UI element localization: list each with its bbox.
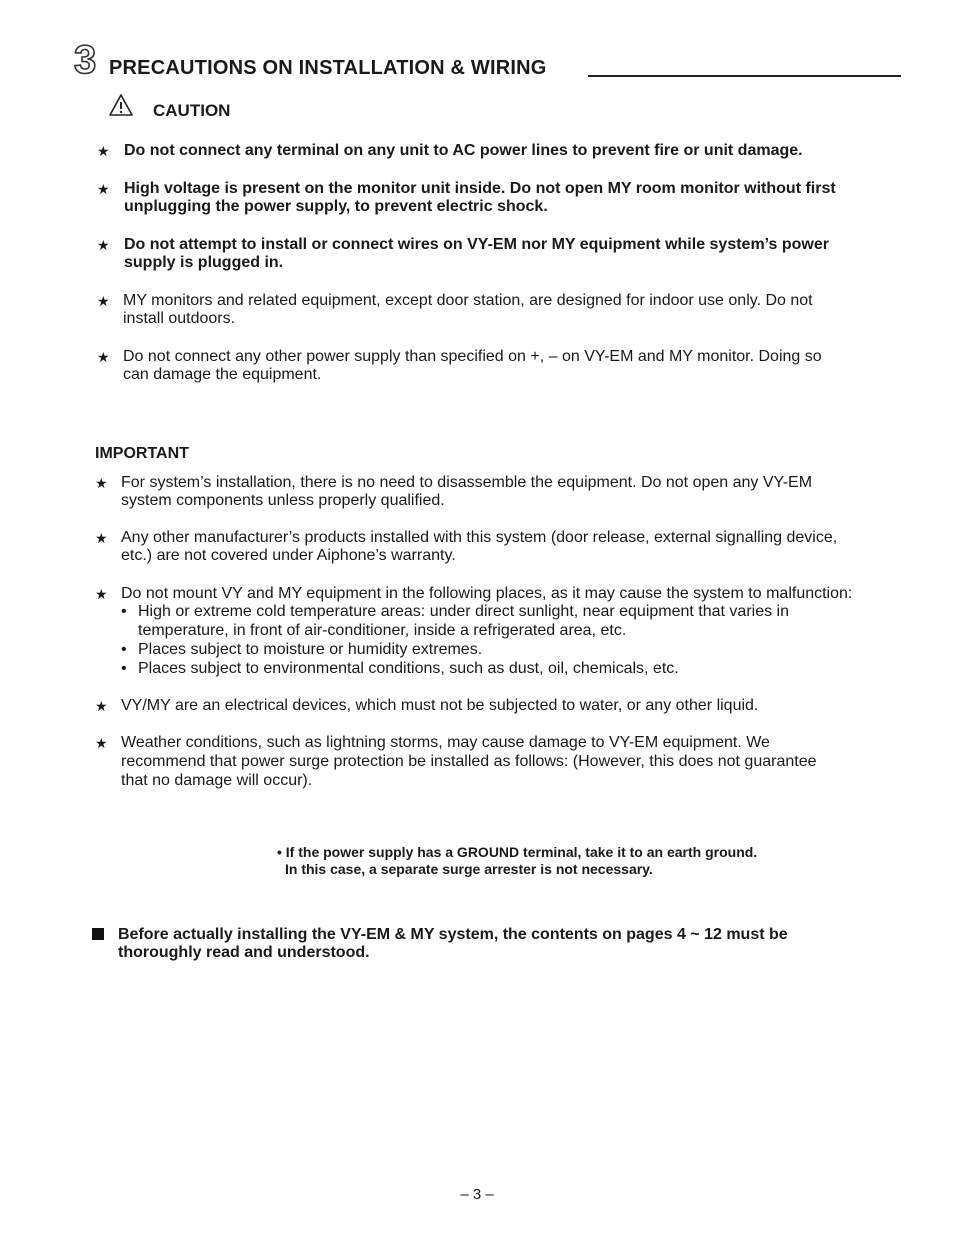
final-note: Before actually installing the VY-EM & MY system, the contents on pages 4 ~ 12 must be thoroughly read and understood. xyxy=(118,926,788,961)
warning-triangle-icon xyxy=(108,93,134,117)
important-item-line: Do not mount VY and MY equipment in the following places, as it may cause the system to malfunction: xyxy=(121,585,853,602)
star-bullet-icon: ★ xyxy=(97,237,110,253)
caution-label: CAUTION xyxy=(153,101,231,120)
sub-item-line: Places subject to moisture or humidity extremes. xyxy=(138,641,483,658)
star-bullet-icon: ★ xyxy=(97,143,110,159)
section-title: PRECAUTIONS ON INSTALLATION & WIRING xyxy=(109,57,547,79)
caution-item-line: High voltage is present on the monitor unit inside. Do not open MY room monitor without first xyxy=(124,180,836,197)
heading-rule xyxy=(588,75,901,77)
important-item-line: system components unless properly qualified. xyxy=(121,492,445,509)
caution-item-line: Do not connect any terminal on any unit to AC power lines to prevent fire or unit damage. xyxy=(124,142,803,159)
sub-bullet-icon: • xyxy=(121,660,127,677)
sub-bullet-icon: • xyxy=(121,603,127,620)
important-item-line: that no damage will occur). xyxy=(121,772,313,789)
caution-item-line: install outdoors. xyxy=(123,310,236,327)
important-item-line: VY/MY are an electrical devices, which must not be subjected to water, or any other liquid. xyxy=(121,697,759,714)
caution-item-line: supply is plugged in. xyxy=(124,254,284,271)
sub-item-line: Places subject to environmental conditions, such as dust, oil, chemicals, etc. xyxy=(138,660,679,677)
sub-bullet-icon: • xyxy=(121,641,127,658)
star-bullet-icon: ★ xyxy=(97,349,110,365)
caution-item-line: can damage the equipment. xyxy=(123,366,322,383)
star-bullet-icon: ★ xyxy=(95,735,108,751)
sub-item-line: High or extreme cold temperature areas: under direct sunlight, near equipment that varies in xyxy=(138,603,790,620)
caution-item-line: Do not connect any other power supply than specified on +, – on VY-EM and MY monitor. Doing so xyxy=(123,348,822,365)
ground-note-line: • If the power supply has a GROUND terminal, take it to an earth ground. xyxy=(277,844,758,860)
sub-item-line: temperature, in front of air-conditioner, inside a refrigerated area, etc. xyxy=(138,622,627,639)
important-item-line: recommend that power surge protection be installed as follows: (However, this does not guarantee xyxy=(121,753,817,770)
important-item-line: Weather conditions, such as lightning storms, may cause damage to VY-EM equipment. We xyxy=(121,734,770,751)
caution-item-line: unplugging the power supply, to prevent electric shock. xyxy=(124,198,548,215)
star-bullet-icon: ★ xyxy=(95,530,108,546)
star-bullet-icon: ★ xyxy=(95,698,108,714)
square-bullet-icon xyxy=(92,928,104,940)
star-bullet-icon: ★ xyxy=(97,181,110,197)
page-number: – 3 – xyxy=(460,1186,494,1203)
important-label: IMPORTANT xyxy=(95,445,189,462)
ground-note-line: In this case, a separate surge arrester is not necessary. xyxy=(285,861,653,877)
important-item-line: For system’s installation, there is no need to disassemble the equipment. Do not open any VY-EM xyxy=(121,474,813,491)
caution-item-line: MY monitors and related equipment, except door station, are designed for indoor use only. Do not xyxy=(123,292,813,309)
caution-item-line: Do not attempt to install or connect wires on VY-EM nor MY equipment while system’s power xyxy=(124,236,829,253)
star-bullet-icon: ★ xyxy=(97,293,110,309)
section-number: 3 xyxy=(74,38,97,82)
important-item-line: Any other manufacturer’s products installed with this system (door release, external signalling device, xyxy=(121,529,838,546)
important-item-line: etc.) are not covered under Aiphone’s warranty. xyxy=(121,547,456,564)
star-bullet-icon: ★ xyxy=(95,586,108,602)
star-bullet-icon: ★ xyxy=(95,475,108,491)
